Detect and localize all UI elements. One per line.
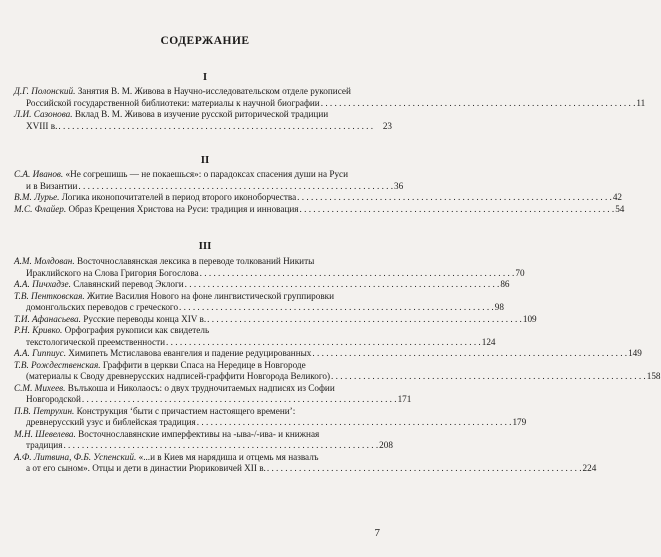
toc-entry	[14, 169, 404, 192]
toc-entry	[14, 256, 525, 279]
entry-page: 23	[382, 120, 392, 131]
toc-entry	[14, 451, 597, 475]
entry-title-line: Ираклийского на Слова Григория Богослова	[26, 267, 199, 278]
entry-title-line: Конструкция ‘быти с причастием настоящего времени’:	[76, 405, 296, 416]
toc-section-1	[14, 86, 646, 132]
entry-title-line: Житие Василия Нового на фоне лингвистической группировки	[86, 290, 335, 301]
entry-author: С.М. Михеев.	[14, 382, 66, 393]
entry-page: 208	[379, 440, 393, 450]
entry-title-line: и в Византии	[26, 180, 78, 191]
entry-title-line: текстологической преемственности	[26, 336, 166, 347]
entry-title-line: традиция	[26, 440, 63, 450]
entry-author: С.А. Иванов.	[14, 169, 64, 179]
toc-entry	[14, 109, 392, 132]
entry-title-line: Восточнославянские имперфективы на -ыва-/-ива- и книжная	[78, 428, 320, 439]
entry-title-line: «...и в Киев мя нарядиша и отцемь мя назвалъ	[138, 451, 319, 462]
entry-author: Т.И. Афанасьева.	[14, 313, 81, 324]
entry-author: А.Ф. Литвина, Ф.Б. Успенский.	[14, 451, 137, 462]
entry-title-line: Образ Крещения Христова на Руси: традиция и инновация	[68, 203, 299, 214]
entry-title-line: «Не согрешишь — не покаешься»: о парадоксах спасения души на Руси	[65, 169, 349, 179]
entry-title-line: Российской государственной библиотеки: материалы к научной биографии	[26, 97, 320, 108]
entry-page: 54	[615, 203, 625, 214]
entry-title-line: древнерусский узус и библейская традиция	[26, 417, 196, 427]
entry-author: Д.Г. Полонский.	[14, 86, 76, 96]
toc-entry	[14, 86, 646, 109]
entry-page: 149	[628, 348, 642, 358]
entry-title-line: Граффити в церкви Спаса на Нередице в Новгороде	[102, 359, 306, 370]
toc-entry	[14, 429, 392, 452]
section-numeral: III	[198, 240, 212, 252]
toc-entry	[14, 348, 642, 360]
toc-entry	[14, 405, 527, 429]
entry-page: 36	[394, 180, 404, 191]
entry-author: М.Н. Шевелева.	[14, 428, 76, 439]
entry-author: А.А. Гиппиус.	[14, 348, 66, 358]
entry-page: 11	[636, 97, 646, 108]
entry-page: 42	[612, 192, 623, 202]
toc-entry	[14, 290, 504, 314]
section-numeral: I	[202, 71, 208, 83]
entry-author: Р.Н. Кривко.	[14, 325, 63, 335]
page-number: 7	[374, 527, 380, 539]
entry-title-line: Новгородской	[26, 394, 81, 404]
entry-title-line: Орфография рукописи как свидетель	[64, 325, 210, 335]
entry-author: М.С. Флайер.	[14, 203, 67, 214]
entry-author: Т.В. Пентковская.	[14, 290, 85, 301]
toc-section-3	[14, 256, 661, 475]
entry-page: 109	[522, 313, 537, 324]
entry-page: 158	[646, 371, 661, 381]
entry-author: В.М. Лурье.	[14, 192, 60, 202]
toc-section-2	[14, 169, 625, 215]
entry-page: 171	[397, 394, 412, 404]
entry-title-line: а от его сыном». Отцы и дети в династии Рюриковичей XII в.	[26, 463, 266, 473]
toc-entry	[14, 192, 623, 204]
entry-title-line: Вълъкоша и Николаосъ: о двух трудночитаемых надписях из Софии	[67, 382, 335, 393]
entry-title-line: домонгольских переводов с греческого	[26, 302, 179, 312]
entry-page: 86	[500, 279, 510, 289]
entry-author: А.М. Молдован.	[14, 256, 75, 266]
entry-author: Т.В. Рождественская.	[14, 359, 101, 370]
entry-page: 98	[494, 302, 504, 312]
entry-page: 224	[582, 463, 597, 473]
toc-entry	[14, 382, 412, 406]
entry-page: 70	[515, 267, 525, 278]
entry-author: П.В. Петрухин.	[14, 405, 75, 416]
entry-title-line: Восточнославянская лексика в переводе толкований Никиты	[76, 256, 315, 266]
entry-title-line: Логика иконопочитателей в период второго иконоборчества	[61, 192, 297, 202]
page-title: СОДЕРЖАНИЕ	[160, 35, 250, 47]
entry-title-line: Вклад В. М. Живова в изучение русской риторической традиции	[74, 109, 329, 119]
entry-title-line: (материалы к Своду древнерусских надписей-граффити Новгорода Великого)	[26, 371, 331, 381]
entry-title-line: Славянский перевод Эклоги	[73, 279, 184, 289]
entry-title-line: Занятия В. М. Живова в Научно-исследовательском отделе рукописей	[77, 86, 351, 96]
entry-author: Л.И. Сазонова.	[14, 109, 73, 119]
toc-entry	[14, 279, 510, 291]
entry-page: 179	[512, 417, 527, 427]
toc-entry	[14, 313, 537, 326]
section-numeral: II	[200, 154, 210, 166]
entry-title-line: XVIII в.	[26, 120, 58, 131]
toc-entry	[14, 203, 625, 216]
entry-author: А.А. Пичхадзе.	[14, 279, 71, 289]
entry-page: 124	[481, 336, 496, 347]
toc-entry	[14, 325, 496, 348]
toc-entry	[14, 359, 661, 383]
entry-title-line: Русские переводы конца XIV в.	[83, 313, 207, 324]
entry-title-line: Химипеть Мстиславова евангелия и падение редуцированных	[68, 348, 312, 358]
